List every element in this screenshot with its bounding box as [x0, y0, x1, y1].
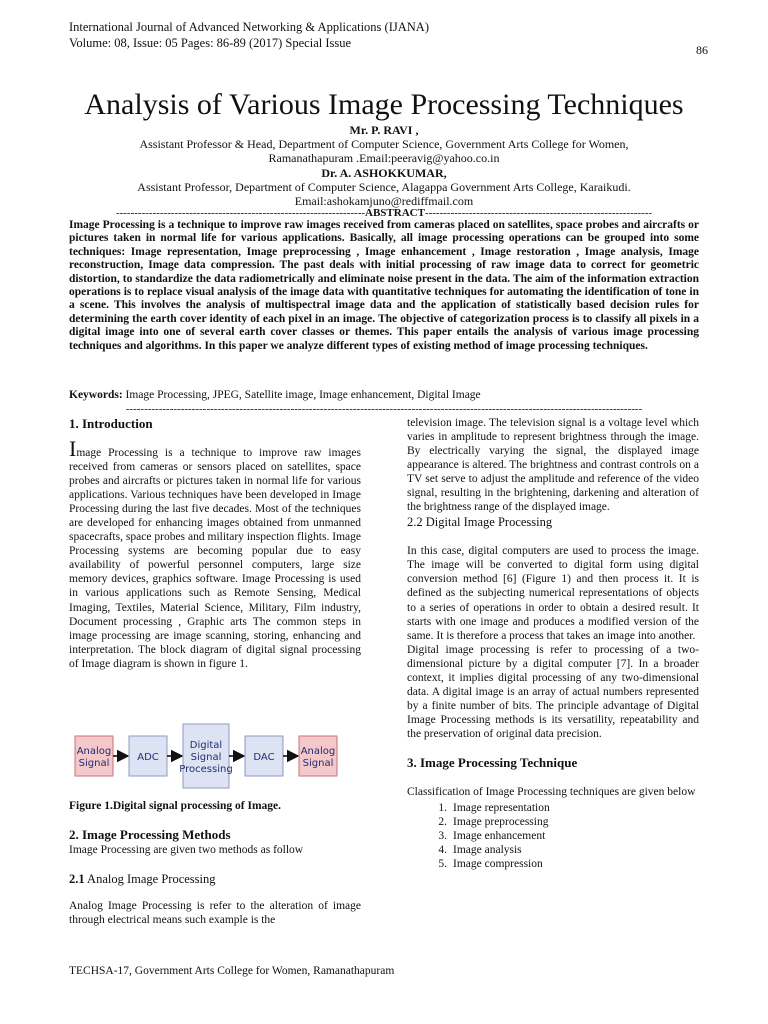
technique-heading: 3. Image Processing Technique	[407, 754, 578, 770]
list-item-number: 1.	[438, 802, 447, 815]
technique-list-item	[407, 843, 699, 857]
intro-text: mage Processing is a technique to improve raw images received from cameras or sensors placed on satellites, space probes and aircrafts or pictures taken in normal life for various applications. Various techniques have been developed in Image Processing during the last five decades. Most of the techniques are developed for enhancing images obtained from unmanned spacecrafts, space probes and military inspection flights. Image Processing systems are becoming popular due to easy availability of powerful personnel computers, large size memory devices, graphics software. Image Processing is used in various applications such as Remote Sensing, Medical Imaging, Textiles, Material Science, Military, Film industry, Document processing , Graphic arts The common steps in image processing are image scanning, storing, enhancing and interpretation. The block diagram of digital signal processing of Image diagram is shown in figure 1.	[69, 447, 361, 670]
list-item-text: Image enhancement	[453, 830, 546, 843]
intro-paragraph	[69, 436, 361, 671]
list-item-number: 2.	[438, 816, 447, 829]
dsp-label: Signal	[190, 752, 222, 763]
list-item-number: 5.	[438, 858, 447, 871]
list-item-text: Image preprocessing	[453, 816, 549, 829]
abstract-label: ABSTRACT	[365, 207, 425, 219]
page-number: 86	[696, 43, 708, 57]
analog-subheading-number: 2.1	[69, 872, 85, 887]
analog-subheading	[69, 871, 361, 887]
journal-name: International Journal of Advanced Networking & Applications (IJANA)	[69, 20, 429, 34]
adc-label: ADC	[137, 752, 159, 763]
journal-header	[69, 19, 429, 51]
methods-text: Image Processing are given two methods as follow	[69, 844, 304, 856]
abstract-rule-right: --------------------------------------------------------------	[424, 207, 653, 219]
dsp-block-diagram	[69, 722, 361, 794]
abstract-rule	[69, 207, 699, 219]
author2-name: Dr. A. ASHOKKUMAR,	[321, 165, 447, 180]
digital-subheading: 2.2 Digital Image Processing	[407, 515, 553, 530]
abstract-text: Image Processing is a technique to improve raw images received from cameras placed on satellites, space probes and aircrafts or pictures taken in normal life for various applications. Basically, all image processing operations can be grouped into some techniques: Image representation, Image preprocessing , Image enhancement , Image restoration , Image analysis, Image reconstruction, Image data compression. The past deals with initial processing of raw image data to correct for geometric distortion, to standardize the data radiometrically and eliminate noise present in the data. The aim of the information extraction operations is to replace visual analysis of the image data with quantitative techniques for automating the identification of tone in a scene. This involves the analysis of multispectral image data and the application of statistically based decision rules for determining the earth cover identity of each pixel in an image. The objective of categorization process is to classify all pixels in a digital image into one of several earth cover classes or themes. This paper entails the analysis of various image processing techniques and algorithms. In this paper we analyze different types of existing method of image processing techniques.	[69, 219, 699, 352]
author1-affiliation: Assistant Professor & Head, Department of Computer Science, Government Arts College for Women,	[139, 137, 629, 152]
analog-subheading-title: Analog Image Processing	[84, 872, 216, 887]
digital-paragraph-1: In this case, digital computers are used to process the image. The image will be converted to digital form using digital conversion method [6] (Figure 1) and then process it. It is defined as the subjecting numerical representations of objects to a series of operations in order to obtain a desired result. It starts with one image and produces a modified version of the same. It is therefore a process that takes an image into another.	[407, 545, 699, 642]
list-item-text: Image representation	[453, 802, 550, 815]
methods-heading: 2. Image Processing Methods	[69, 827, 231, 842]
list-item-text: Image compression	[453, 858, 543, 871]
analog-signal-output-label: Signal	[302, 758, 334, 769]
technique-list	[407, 801, 699, 871]
dac-label: DAC	[253, 752, 275, 763]
methods-section	[69, 827, 361, 927]
author1-name: Mr. P. RAVI ,	[349, 123, 419, 137]
author2-email: Email:ashokamjuno@rediffmail.com	[294, 194, 474, 209]
list-item-text: Image analysis	[453, 844, 522, 857]
keywords-label: Keywords:	[69, 389, 123, 401]
analog-text: Analog Image Processing is refer to the alteration of image through electrical means such example is the	[69, 900, 361, 927]
page-footer: TECHSA-17, Government Arts College for Women, Ramanathapuram	[69, 965, 395, 977]
author2-affiliation: Assistant Professor, Department of Computer Science, Alagappa Government Arts College, Karaikudi.	[137, 179, 631, 194]
technique-list-item	[407, 801, 699, 815]
technique-list-item	[407, 815, 699, 829]
left-column	[69, 416, 361, 671]
list-item-number: 4.	[438, 844, 447, 857]
drop-cap: I	[69, 436, 77, 461]
analog-signal-input-label: Analog	[76, 746, 112, 757]
abstract-rule-left: --------------------------------------------------------------------	[115, 207, 366, 219]
analog-continued: television image. The television signal is a voltage level which varies in amplitude to represent brightness through the image. By electrically varying the signal, the displayed image appearance is altered. The brightness and contrast controls on a TV set serve to adjust the amplitude and reference of the video signal, resulting in the brightening, darkening and alteration of the brightness range of the displayed image.	[407, 417, 699, 514]
right-column	[407, 416, 699, 871]
analog-signal-output-label: Analog	[300, 746, 336, 757]
technique-list-item	[407, 829, 699, 843]
keywords	[69, 388, 699, 402]
technique-list-item	[407, 857, 699, 871]
author-block	[60, 123, 708, 208]
intro-heading: 1. Introduction	[69, 416, 153, 431]
journal-volume: Volume: 08, Issue: 05 Pages: 86-89 (2017) Special Issue	[69, 36, 352, 50]
section-divider: ---------------------------------------------------------------------------------------------------------------------------------------------	[125, 403, 643, 415]
paper-title: Analysis of Various Image Processing Techniques	[84, 88, 684, 121]
list-item-number: 3.	[438, 830, 447, 843]
dsp-label: Processing	[179, 764, 233, 775]
figure-caption: Figure 1.Digital signal processing of Image.	[69, 800, 282, 812]
analog-signal-input-label: Signal	[78, 758, 110, 769]
keywords-text: Image Processing, JPEG, Satellite image, Image enhancement, Digital Image	[122, 389, 481, 401]
technique-text: Classification of Image Processing techniques are given below	[407, 785, 696, 798]
digital-paragraph-2: Digital image processing is refer to processing of a two-dimensional picture by a digital computer [7]. In a broader context, it implies digital processing of any two-dimensional data. A digital image is an array of actual numbers represented by a finite number of bits. The principle advantage of Digital Image Processing methods is its versatility, repeatability and the preservation of original data precision.	[407, 643, 699, 740]
author1-email: Ramanathapuram .Email:peeravig@yahoo.co.in	[268, 151, 500, 166]
dsp-label: Digital	[189, 740, 223, 751]
